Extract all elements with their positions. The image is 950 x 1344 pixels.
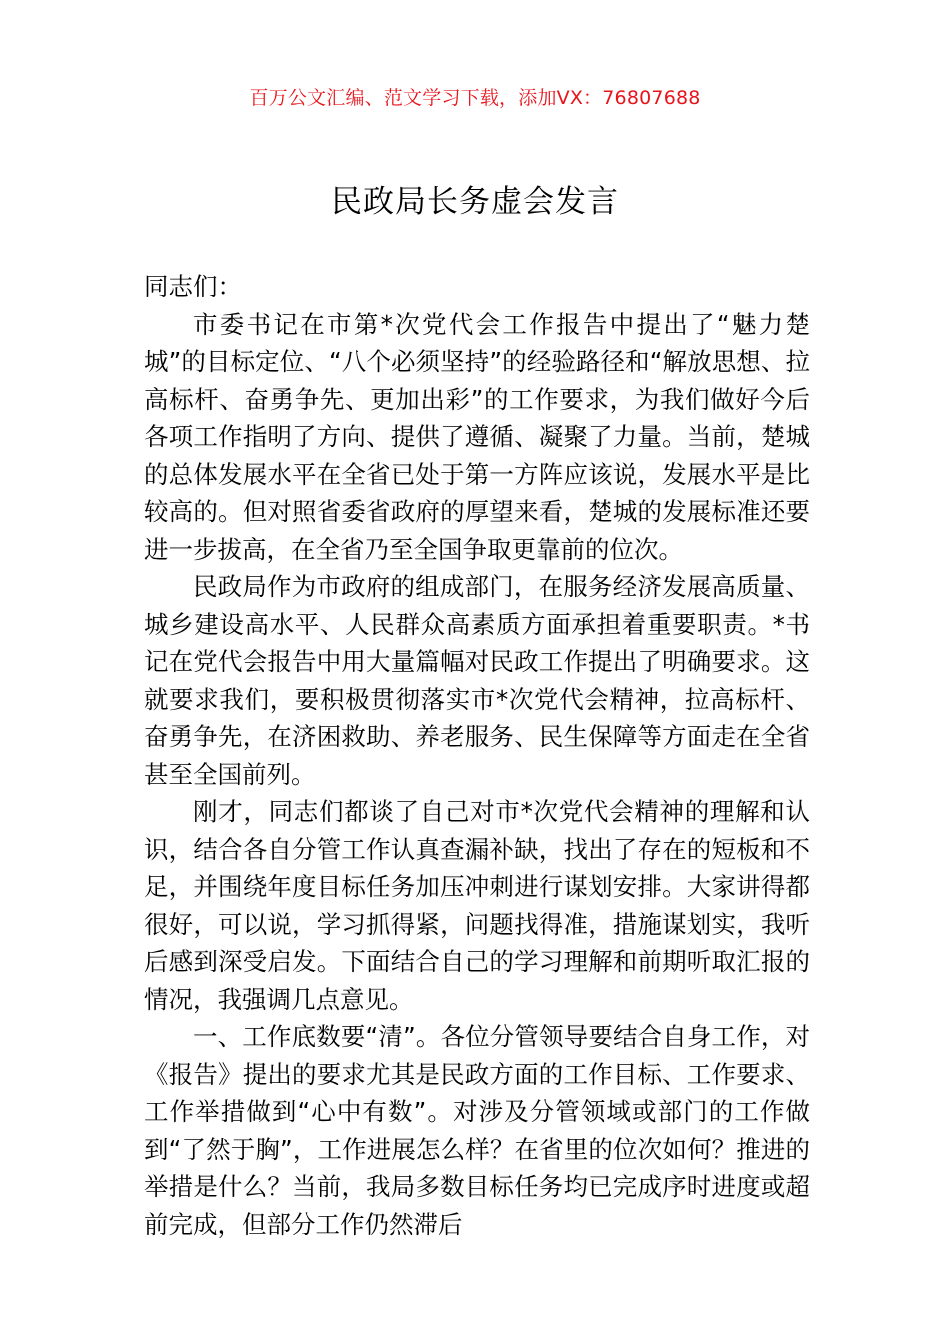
paragraph-4: 一、工作底数要“清”。各位分管领导要结合自身工作，对《报告》提出的要求尤其是民政方面的工作目标、工作要求、工作举措做到“心中有数”。对涉及分管领域或部门的工作做到“了然于胸”，工作进展怎么样？在省里的位次如何？推进的举措是什么？当前，我局多数目标任务均已完成序时进度或超前完成，但部分工作仍然滞后 xyxy=(144,1022,810,1239)
salutation: 同志们： xyxy=(144,272,242,301)
watermark-banner: 百万公文汇编、范文学习下载，添加VX：76807688 xyxy=(249,87,701,109)
paragraph-2: 民政局作为市政府的组成部门，在服务经济发展高质量、城乡建设高水平、人民群众高素质方面承担着重要职责。*书记在党代会报告中用大量篇幅对民政工作提出了明确要求。这就要求我们，要积极贯彻落实市*次党代会精神，拉高标杆、奋勇争先，在济困救助、养老服务、民生保障等方面走在全省甚至全国前列。 xyxy=(144,572,810,789)
paragraph-1: 市委书记在市第*次党代会工作报告中提出了“魅力楚城”的目标定位、“八个必须坚持”的经验路径和“解放思想、拉高标杆、奋勇争先、更加出彩”的工作要求，为我们做好今后各项工作指明了方向、提供了遵循、凝聚了力量。当前，楚城的总体发展水平在全省已处于第一方阵应该说，发展水平是比较高的。但对照省委省政府的厚望来看，楚城的发展标准还要进一步拔高，在全省乃至全国争取更靠前的位次。 xyxy=(144,309,810,564)
paragraph-3: 刚才，同志们都谈了自己对市*次党代会精神的理解和认识，结合各自分管工作认真查漏补缺，找出了存在的短板和不足，并围绕年度目标任务加压冲刺进行谋划安排。大家讲得都很好，可以说，学习抓得紧，问题找得准，措施谋划实，我听后感到深受启发。下面结合自己的学习理解和前期听取汇报的情况，我强调几点意见。 xyxy=(144,797,810,1014)
document-body xyxy=(144,268,810,1243)
document-title: 民政局长务虚会发言 xyxy=(331,184,619,220)
